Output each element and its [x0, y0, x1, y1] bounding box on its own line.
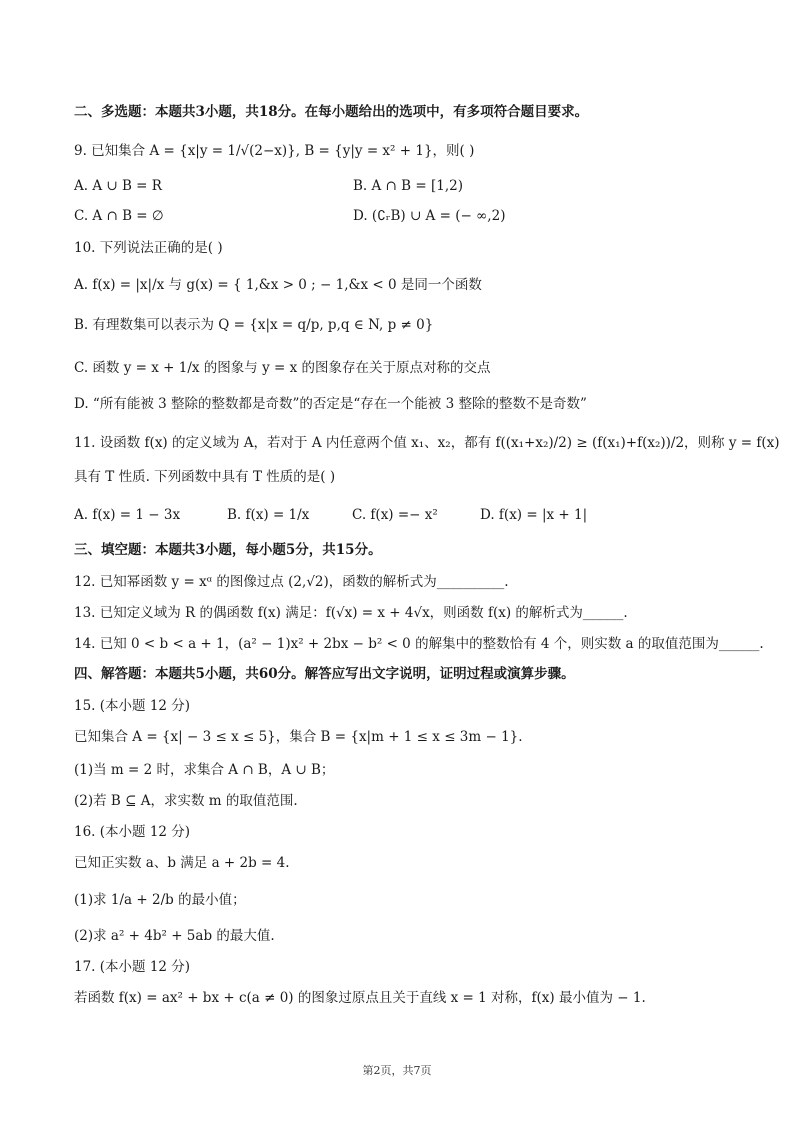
q10-option-c: C. 函数 y = x + 1/x 的图象与 y = x 的图象存在关于原点对称的交点: [74, 360, 491, 376]
section-solution-header: 四、解答题：本题共5小题，共60分。解答应写出文字说明，证明过程或演算步骤。: [74, 666, 575, 682]
q11-option-b: B. f(x) = 1/x: [227, 507, 310, 523]
q11-option-d: D. f(x) = |x + 1|: [480, 507, 588, 523]
q9-stem: 9. 已知集合 A = {x|y = 1/√(2−x)}, B = {y|y = x² + 1}，则( ): [74, 143, 475, 159]
q10-stem: 10. 下列说法正确的是( ): [74, 240, 223, 256]
q11-option-c: C. f(x) =− x²: [352, 507, 438, 523]
q16-part1: (1)求 1/a + 2/b 的最小值；: [74, 892, 246, 908]
q11-stem-line1: 11. 设函数 f(x) 的定义域为 A，若对于 A 内任意两个值 x₁、x₂，都有 f((x₁+x₂)/2) ≥ (f(x₁)+f(x₂))/2，则称 y = f(x): [74, 435, 780, 451]
q10-option-d: D. “所有能被 3 整除的整数都是奇数”的否定是“存在一个能被 3 整除的整数不是奇数”: [74, 396, 587, 412]
q9-option-b: B. A ∩ B = [1,2): [353, 178, 463, 194]
q15-title: 15. (本小题 12 分): [74, 698, 191, 714]
q17-title: 17. (本小题 12 分): [74, 959, 191, 975]
q9-option-c: C. A ∩ B = ∅: [74, 208, 164, 224]
q17-stem: 若函数 f(x) = ax² + bx + c(a ≠ 0) 的图象过原点且关于直线 x = 1 对称，f(x) 最小值为 − 1.: [74, 990, 646, 1006]
page-footer: 第2页，共7页: [362, 1064, 432, 1077]
section-multi-choice-header: 二、多选题：本题共3小题，共18分。在每小题给出的选项中，有多项符合题目要求。: [74, 104, 589, 120]
q16-title: 16. (本小题 12 分): [74, 824, 191, 840]
q11-stem-line2: 具有 T 性质. 下列函数中具有 T 性质的是( ): [74, 469, 336, 485]
q11-option-a: A. f(x) = 1 − 3x: [74, 507, 181, 523]
q10-option-a: A. f(x) = |x|/x 与 g(x) = { 1,&x > 0 ; − 1,&x < 0 是同一个函数: [74, 277, 482, 293]
q9-option-a: A. A ∪ B = R: [74, 178, 162, 194]
q12: 12. 已知幂函数 y = xᵅ 的图像过点 (2,√2)，函数的解析式为__________.: [74, 574, 509, 590]
q16-part2: (2)求 a² + 4b² + 5ab 的最大值.: [74, 928, 275, 944]
q9-option-d: D. (∁ᵣB) ∪ A = (− ∞,2): [353, 208, 506, 224]
q13: 13. 已知定义域为 R 的偶函数 f(x) 满足：f(√x) = x + 4√x，则函数 f(x) 的解析式为______.: [74, 605, 628, 621]
q15-part1: (1)当 m = 2 时，求集合 A ∩ B，A ∪ B；: [74, 762, 335, 778]
q15-part2: (2)若 B ⊆ A，求实数 m 的取值范围.: [74, 793, 298, 809]
q10-option-b: B. 有理数集可以表示为 Q = {x|x = q/p, p,q ∈ N, p ≠ 0}: [74, 317, 434, 333]
q14: 14. 已知 0 < b < a + 1，(a² − 1)x² + 2bx − b² < 0 的解集中的整数恰有 4 个，则实数 a 的取值范围为______.: [74, 636, 764, 652]
section-fill-blank-header: 三、填空题：本题共3小题，每小题5分，共15分。: [74, 542, 382, 558]
q16-stem: 已知正实数 a、b 满足 a + 2b = 4.: [74, 855, 290, 871]
q15-stem: 已知集合 A = {x| − 3 ≤ x ≤ 5}，集合 B = {x|m + 1 ≤ x ≤ 3m − 1}.: [74, 729, 523, 745]
